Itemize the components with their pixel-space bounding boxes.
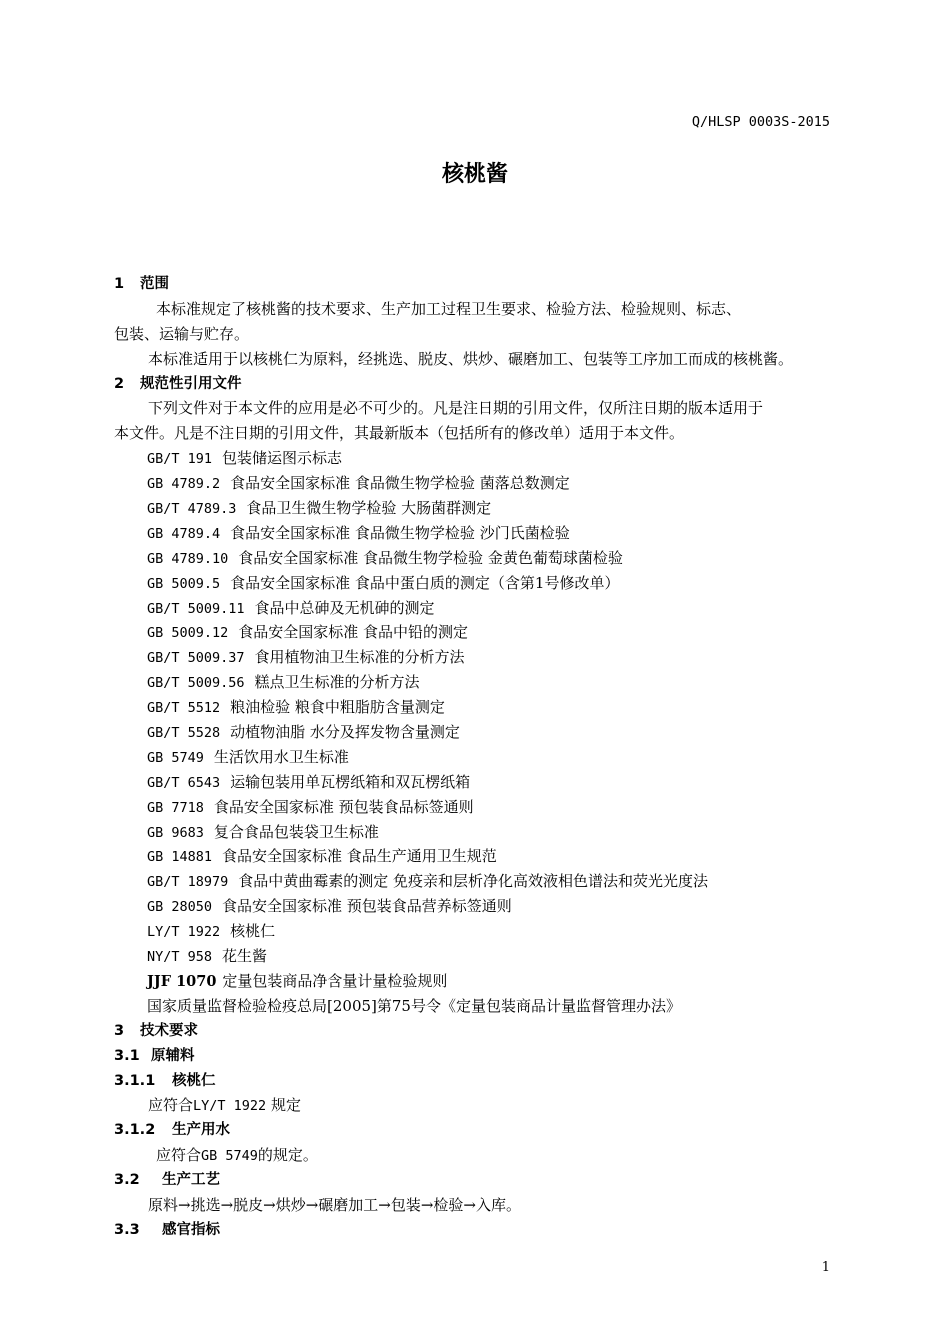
reference-code: GB 5009.12 (147, 625, 229, 642)
section-number: 3.1 (114, 1047, 140, 1064)
standard-code: Q/HLSP 0003S-2015 (691, 114, 830, 130)
reference-item (114, 596, 834, 621)
reference-code: GB 4789.4 (147, 525, 221, 542)
reference-item (114, 496, 834, 521)
reference-code: GB 7718 (147, 799, 204, 816)
reference-title: 食品安全国家标准 食品中蛋白质的测定（含第1号修改单） (230, 573, 620, 592)
reference-title: 食品安全国家标准 食品微生物学检验 沙门氏菌检验 (230, 523, 570, 542)
section-3-heading (114, 1019, 834, 1044)
reference-code: LY/T 1922 (147, 924, 221, 941)
reference-item (114, 471, 834, 496)
section-1-heading (114, 272, 834, 297)
section-title: 原辅料 (151, 1047, 195, 1064)
reference-code: NY/T 958 (147, 949, 213, 966)
reference-title: 食品安全国家标准 食品生产通用卫生规范 (222, 847, 497, 866)
reference-code: GB/T 5009.37 (147, 650, 245, 667)
reference-item (114, 695, 834, 720)
reference-code: GB/T 5512 (147, 700, 221, 717)
reference-item (114, 446, 834, 471)
reference-title: 核桃仁 (230, 922, 276, 941)
reference-title: 动植物油脂 水分及挥发物含量测定 (230, 723, 460, 742)
reference-title: 食品安全国家标准 食品微生物学检验 菌落总数测定 (230, 474, 570, 493)
references-intro-line-1: 下列文件对于本文件的应用是必不可少的。凡是注日期的引用文件，仅所注日期的版本适用于 (148, 399, 764, 418)
document-title: 核桃酱 (441, 162, 508, 187)
section-number: 3.1.1 (114, 1072, 156, 1089)
reference-code: GB 14881 (147, 849, 213, 866)
requirement-text: 应符合 (148, 1096, 194, 1115)
reference-item (114, 894, 834, 919)
reference-code: GB/T 5009.56 (147, 675, 245, 692)
reference-title: 定量包装商品净含量计量检验规则 (222, 971, 448, 990)
reference-item (114, 944, 834, 969)
section-number: 3 (114, 1022, 125, 1039)
water-requirement (114, 1143, 834, 1168)
section-title: 生产用水 (172, 1122, 230, 1139)
reference-title: 花生酱 (222, 947, 268, 966)
reference-title: 生活饮用水卫生标准 (213, 747, 349, 766)
section-title: 核桃仁 (172, 1072, 216, 1089)
section-number: 2 (114, 375, 125, 392)
section-title: 技术要求 (140, 1022, 198, 1039)
section-2-heading (114, 372, 834, 397)
reference-title: 食品卫生微生物学检验 大肠菌群测定 (246, 499, 492, 518)
section-number: 3.3 (114, 1221, 140, 1238)
section-title: 范围 (140, 276, 169, 292)
requirement-text: 应符合 (156, 1146, 202, 1165)
section-title: 规范性引用文件 (140, 375, 242, 392)
reference-title: 运输包装用单瓦楞纸箱和双瓦楞纸箱 (230, 772, 471, 791)
section-3-2-heading (114, 1168, 834, 1193)
reference-code: GB 28050 (147, 899, 213, 916)
reference-code: GB/T 6543 (147, 774, 221, 791)
reference-item (114, 770, 834, 795)
section-number: 1 (114, 276, 125, 292)
reference-code: GB/T 191 (147, 451, 213, 468)
scope-paragraph-1-line-1: 本标准规定了核桃酱的技术要求、生产加工过程卫生要求、检验方法、检验规则、标志、 (156, 299, 742, 318)
reference-title: 食品中总砷及无机砷的测定 (254, 598, 435, 617)
reference-item-jjf (114, 969, 834, 994)
document-body (114, 272, 834, 1243)
reference-code: GB/T 5009.11 (147, 600, 245, 617)
reference-item (114, 869, 834, 894)
reference-title: 食品安全国家标准 预包装食品营养标签通则 (222, 897, 512, 916)
reference-code: GB/T 4789.3 (147, 501, 237, 518)
reference-title: 包装储运图示标志 (222, 449, 343, 468)
reference-list (114, 446, 834, 969)
section-3-1-1-heading (114, 1069, 834, 1094)
reference-title: 食品安全国家标准 预包装食品标签通则 (213, 797, 474, 816)
section-number: 3.1.2 (114, 1122, 156, 1139)
reference-title: 复合食品包装袋卫生标准 (213, 822, 379, 841)
section-3-3-heading (114, 1218, 834, 1243)
reference-item (114, 670, 834, 695)
reference-item (114, 571, 834, 596)
reference-title: 食品中黄曲霉素的测定 免疫亲和层析净化高效液相色谱法和荧光光度法 (238, 872, 709, 891)
section-title: 生产工艺 (162, 1172, 220, 1189)
reference-code: GB 5749 (147, 749, 204, 766)
reference-code: JJF 1070 (147, 972, 217, 990)
requirement-code: LY/T 1922 (193, 1098, 267, 1115)
reference-code: GB 4789.2 (147, 476, 221, 493)
reference-item (114, 720, 834, 745)
reference-item (114, 546, 834, 571)
requirement-text: 规定 (266, 1096, 301, 1115)
reference-title: 糕点卫生标准的分析方法 (254, 673, 420, 692)
reference-item-decree: 国家质量监督检验检疫总局[2005]第75号令《定量包装商品计量监督管理办法》 (147, 996, 681, 1015)
reference-item (114, 795, 834, 820)
reference-code: GB 4789.10 (147, 550, 229, 567)
reference-title: 粮油检验 粮食中粗脂肪含量测定 (230, 698, 445, 717)
reference-title: 食品安全国家标准 食品中铅的测定 (238, 623, 469, 642)
reference-title: 食用植物油卫生标准的分析方法 (254, 648, 465, 667)
process-flow: 原料→挑选→脱皮→烘炒→碾磨加工→包装→检验→入库。 (148, 1195, 521, 1214)
reference-code: GB 9683 (147, 824, 204, 841)
reference-code: GB/T 18979 (147, 874, 229, 891)
reference-item (114, 745, 834, 770)
section-3-1-2-heading (114, 1118, 834, 1143)
scope-paragraph-1-line-2: 包装、运输与贮存。 (114, 324, 250, 343)
reference-item (114, 620, 834, 645)
reference-item (114, 919, 834, 944)
section-number: 3.2 (114, 1172, 140, 1189)
references-intro-line-2: 本文件。凡是不注日期的引用文件，其最新版本（包括所有的修改单）适用于本文件。 (114, 424, 685, 443)
reference-title: 食品安全国家标准 食品微生物学检验 金黄色葡萄球菌检验 (238, 548, 623, 567)
requirement-text: 的规定。 (257, 1146, 318, 1165)
reference-code: GB 5009.5 (147, 575, 221, 592)
reference-item (114, 645, 834, 670)
section-title: 感官指标 (162, 1221, 220, 1238)
section-3-1-heading (114, 1044, 834, 1069)
reference-item (114, 820, 834, 845)
reference-code: GB/T 5528 (147, 725, 221, 742)
scope-paragraph-2: 本标准适用于以核桃仁为原料，经挑选、脱皮、烘炒、碾磨加工、包装等工序加工而成的核桃酱。 (148, 349, 794, 368)
reference-item (114, 521, 834, 546)
walnut-kernel-requirement (114, 1093, 834, 1118)
requirement-code: GB 5749 (201, 1148, 258, 1165)
page-number: 1 (821, 1260, 830, 1275)
reference-item (114, 844, 834, 869)
